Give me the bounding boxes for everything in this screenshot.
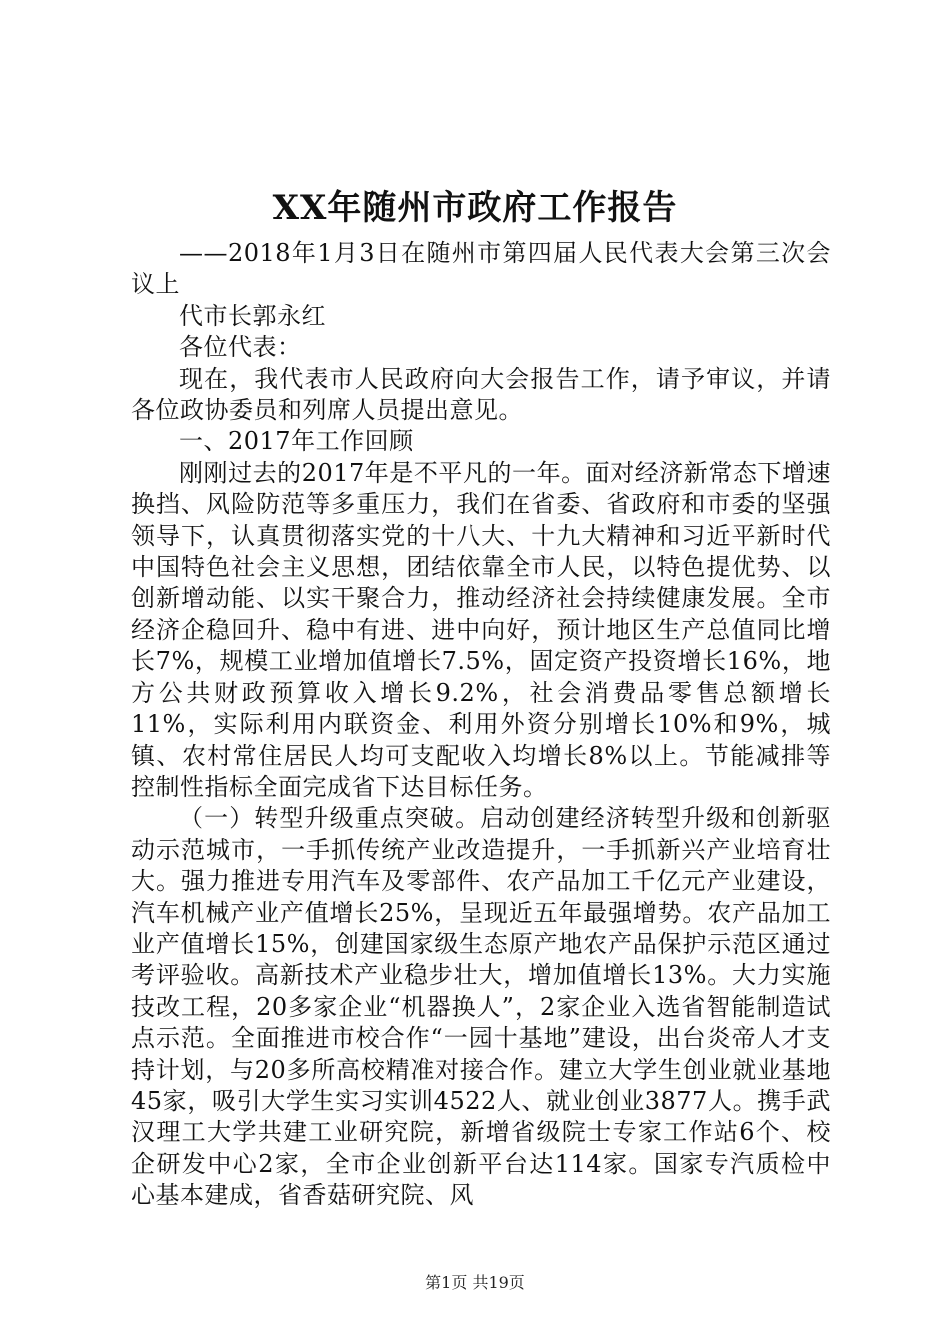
subsection-paragraph: （一）转型升级重点突破。启动创建经济转型升级和创新驱动示范城市，一手抓传统产业改造提升，一手抓新兴产业培育壮大。强力推进专用汽车及零部件、农产品加工千亿元产业建设，汽车机械产业产值增长25%，呈现近五年最强增势。农产品加工业产值增长15%，创建国家级生态原产地农产品保护示范区通过考评验收。高新技术产业稳步壮大，增加值增长13%。大力实施技改工程，20多家企业“机器换人”，2家企业入选省智能制造试点示范。全面推进市校合作“一园十基地”建设，出台炎帝人才支持计划，与20多所高校精准对接合作。建立大学生创业就业基地45家，吸引大学生实习实训4522人、就业创业3877人。携手武汉理工大学共建工业研究院，新增省级院士专家工作站6个、校企研发中心2家，全市企业创新平台达114家。国家专汽质检中心基本建成，省香菇研究院、风: [131, 804, 831, 1210]
section-heading: 一、2017年工作回顾: [179, 427, 414, 456]
page-footer: 第1页 共19页: [425, 1273, 525, 1292]
intro-paragraph: 现在，我代表市人民政府向大会报告工作，请予审议，并请各位政协委员和列席人员提出意见。: [131, 364, 831, 425]
subtitle-paragraph: ——2018年1月3日在随州市第四届人民代表大会第三次会议上: [131, 239, 831, 299]
document-body: [131, 238, 831, 1212]
review-paragraph: 刚刚过去的2017年是不平凡的一年。面对经济新常态下增速换挡、风险防范等多重压力，我们在省委、省政府和市委的坚强领导下，认真贯彻落实党的十八大、十九大精神和习近平新时代中国特色社会主义思想，团结依靠全市人民，以特色提优势、以创新增动能、以实干聚合力，推动经济社会持续健康发展。全市经济企稳回升、稳中有进、进中向好，预计地区生产总值同比增长7%，规模工业增加值增长7.5%，固定资产投资增长16%，地方公共财政预算收入增长9.2%，社会消费品零售总额增长11%，实际利用内联资金、利用外资分别增长10%和9%，城镇、农村常住居民人均可支配收入均增长8%以上。节能减排等控制性指标全面完成省下达目标任务。: [131, 458, 831, 801]
speaker-line: 代市长郭永红: [179, 301, 326, 330]
salutation: 各位代表：: [179, 333, 302, 362]
document-title: XX年随州市政府工作报告: [272, 188, 678, 228]
